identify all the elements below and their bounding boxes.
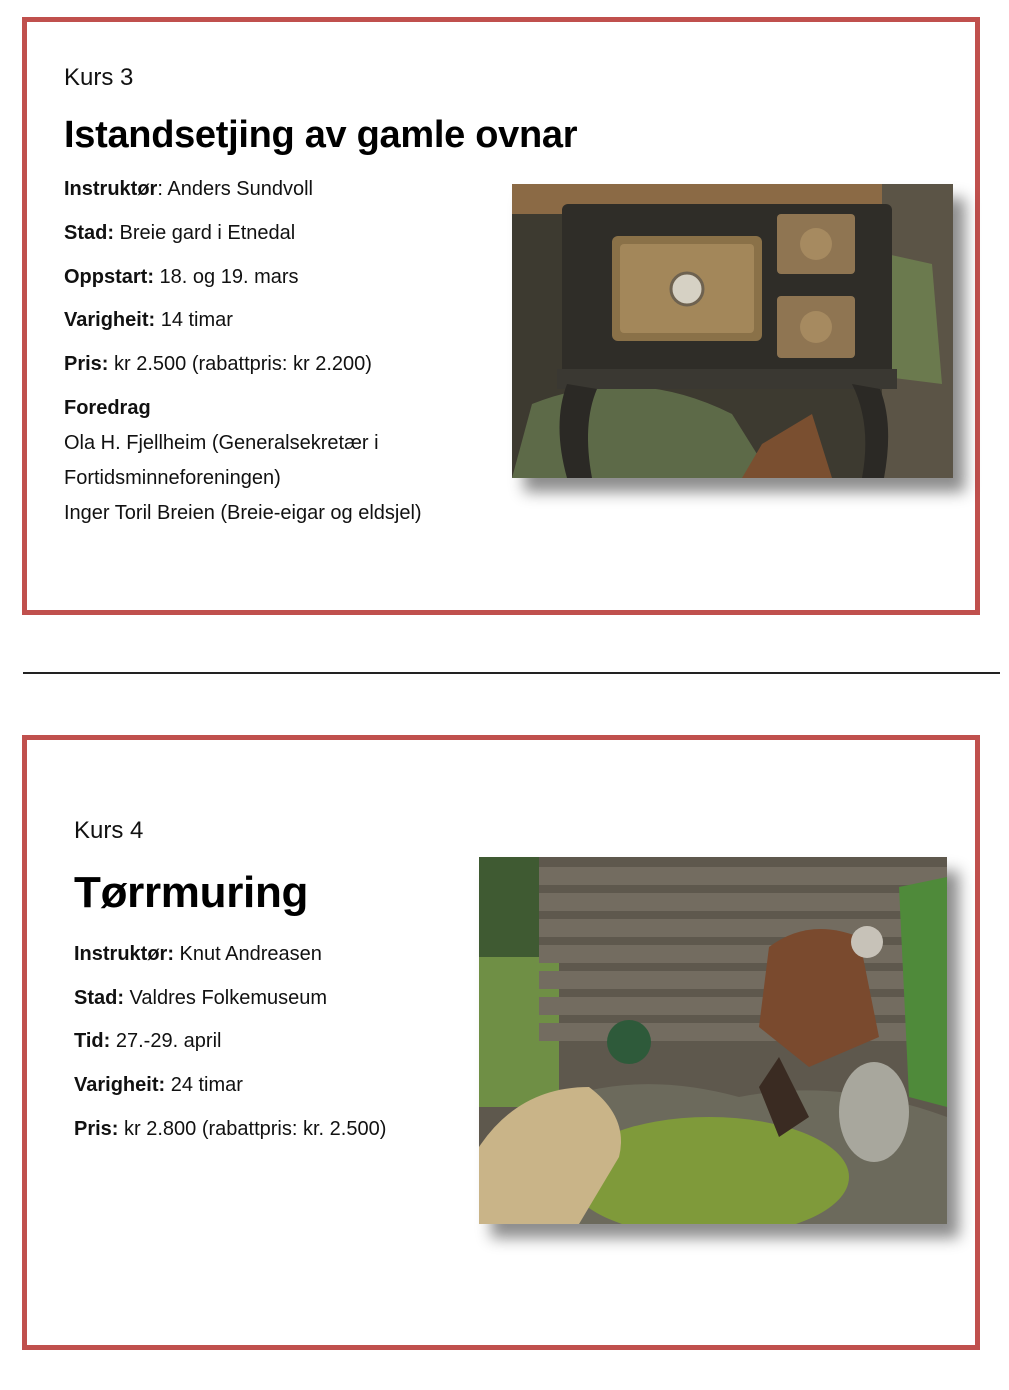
- course-title: Tørrmuring: [74, 868, 309, 917]
- time-line: [74, 1030, 221, 1053]
- instructor-line: [64, 178, 313, 201]
- duration-label: Varigheit:: [64, 309, 156, 331]
- instructor-value: Anders Sundvoll: [162, 178, 314, 200]
- section-divider: [23, 672, 1000, 674]
- location-value: Valdres Folkemuseum: [124, 987, 328, 1009]
- drystone-wall-photo: [479, 857, 947, 1224]
- location-line: [74, 987, 327, 1010]
- location-value: Breie gard i Etnedal: [114, 222, 296, 244]
- instructor-label: Instruktør:: [74, 943, 174, 965]
- stove-photo: [512, 184, 953, 478]
- duration-line: [64, 309, 233, 332]
- location-label: Stad:: [64, 222, 114, 244]
- start-line: [64, 266, 299, 289]
- price-line: [64, 353, 372, 376]
- course-number: Kurs 3: [64, 64, 134, 91]
- instructor-sep: :: [157, 178, 163, 200]
- lecturer-line-1: Ola H. Fjellheim (Generalsekretær i: [64, 432, 379, 454]
- instructor-value: Knut Andreasen: [174, 943, 322, 965]
- lecturer-line-2: Fortidsminneforeningen): [64, 467, 281, 489]
- start-value: 18. og 19. mars: [154, 266, 299, 288]
- start-label: Oppstart:: [64, 266, 154, 288]
- instructor-line: [74, 943, 322, 966]
- lecturer-line-3: Inger Toril Breien (Breie-eigar og eldsjel): [64, 502, 422, 524]
- duration-label: Varigheit:: [74, 1074, 166, 1096]
- lectures-heading: Foredrag: [64, 397, 151, 419]
- price-label: Pris:: [64, 353, 109, 375]
- course-card-3: [22, 17, 980, 615]
- price-line: [74, 1118, 386, 1141]
- price-value: kr 2.500 (rabattpris: kr 2.200): [108, 353, 372, 375]
- duration-value: 24 timar: [165, 1074, 243, 1096]
- duration-line: [74, 1074, 243, 1097]
- price-value: kr 2.800 (rabattpris: kr. 2.500): [118, 1118, 387, 1140]
- time-label: Tid:: [74, 1030, 111, 1052]
- course-number: Kurs 4: [74, 817, 144, 844]
- location-label: Stad:: [74, 987, 124, 1009]
- price-label: Pris:: [74, 1118, 119, 1140]
- course-title: Istandsetjing av gamle ovnar: [64, 114, 578, 156]
- course-card-4: [22, 735, 980, 1350]
- instructor-label: Instruktør: [64, 178, 158, 200]
- time-value: 27.-29. april: [110, 1030, 222, 1052]
- duration-value: 14 timar: [155, 309, 233, 331]
- location-line: [64, 222, 295, 245]
